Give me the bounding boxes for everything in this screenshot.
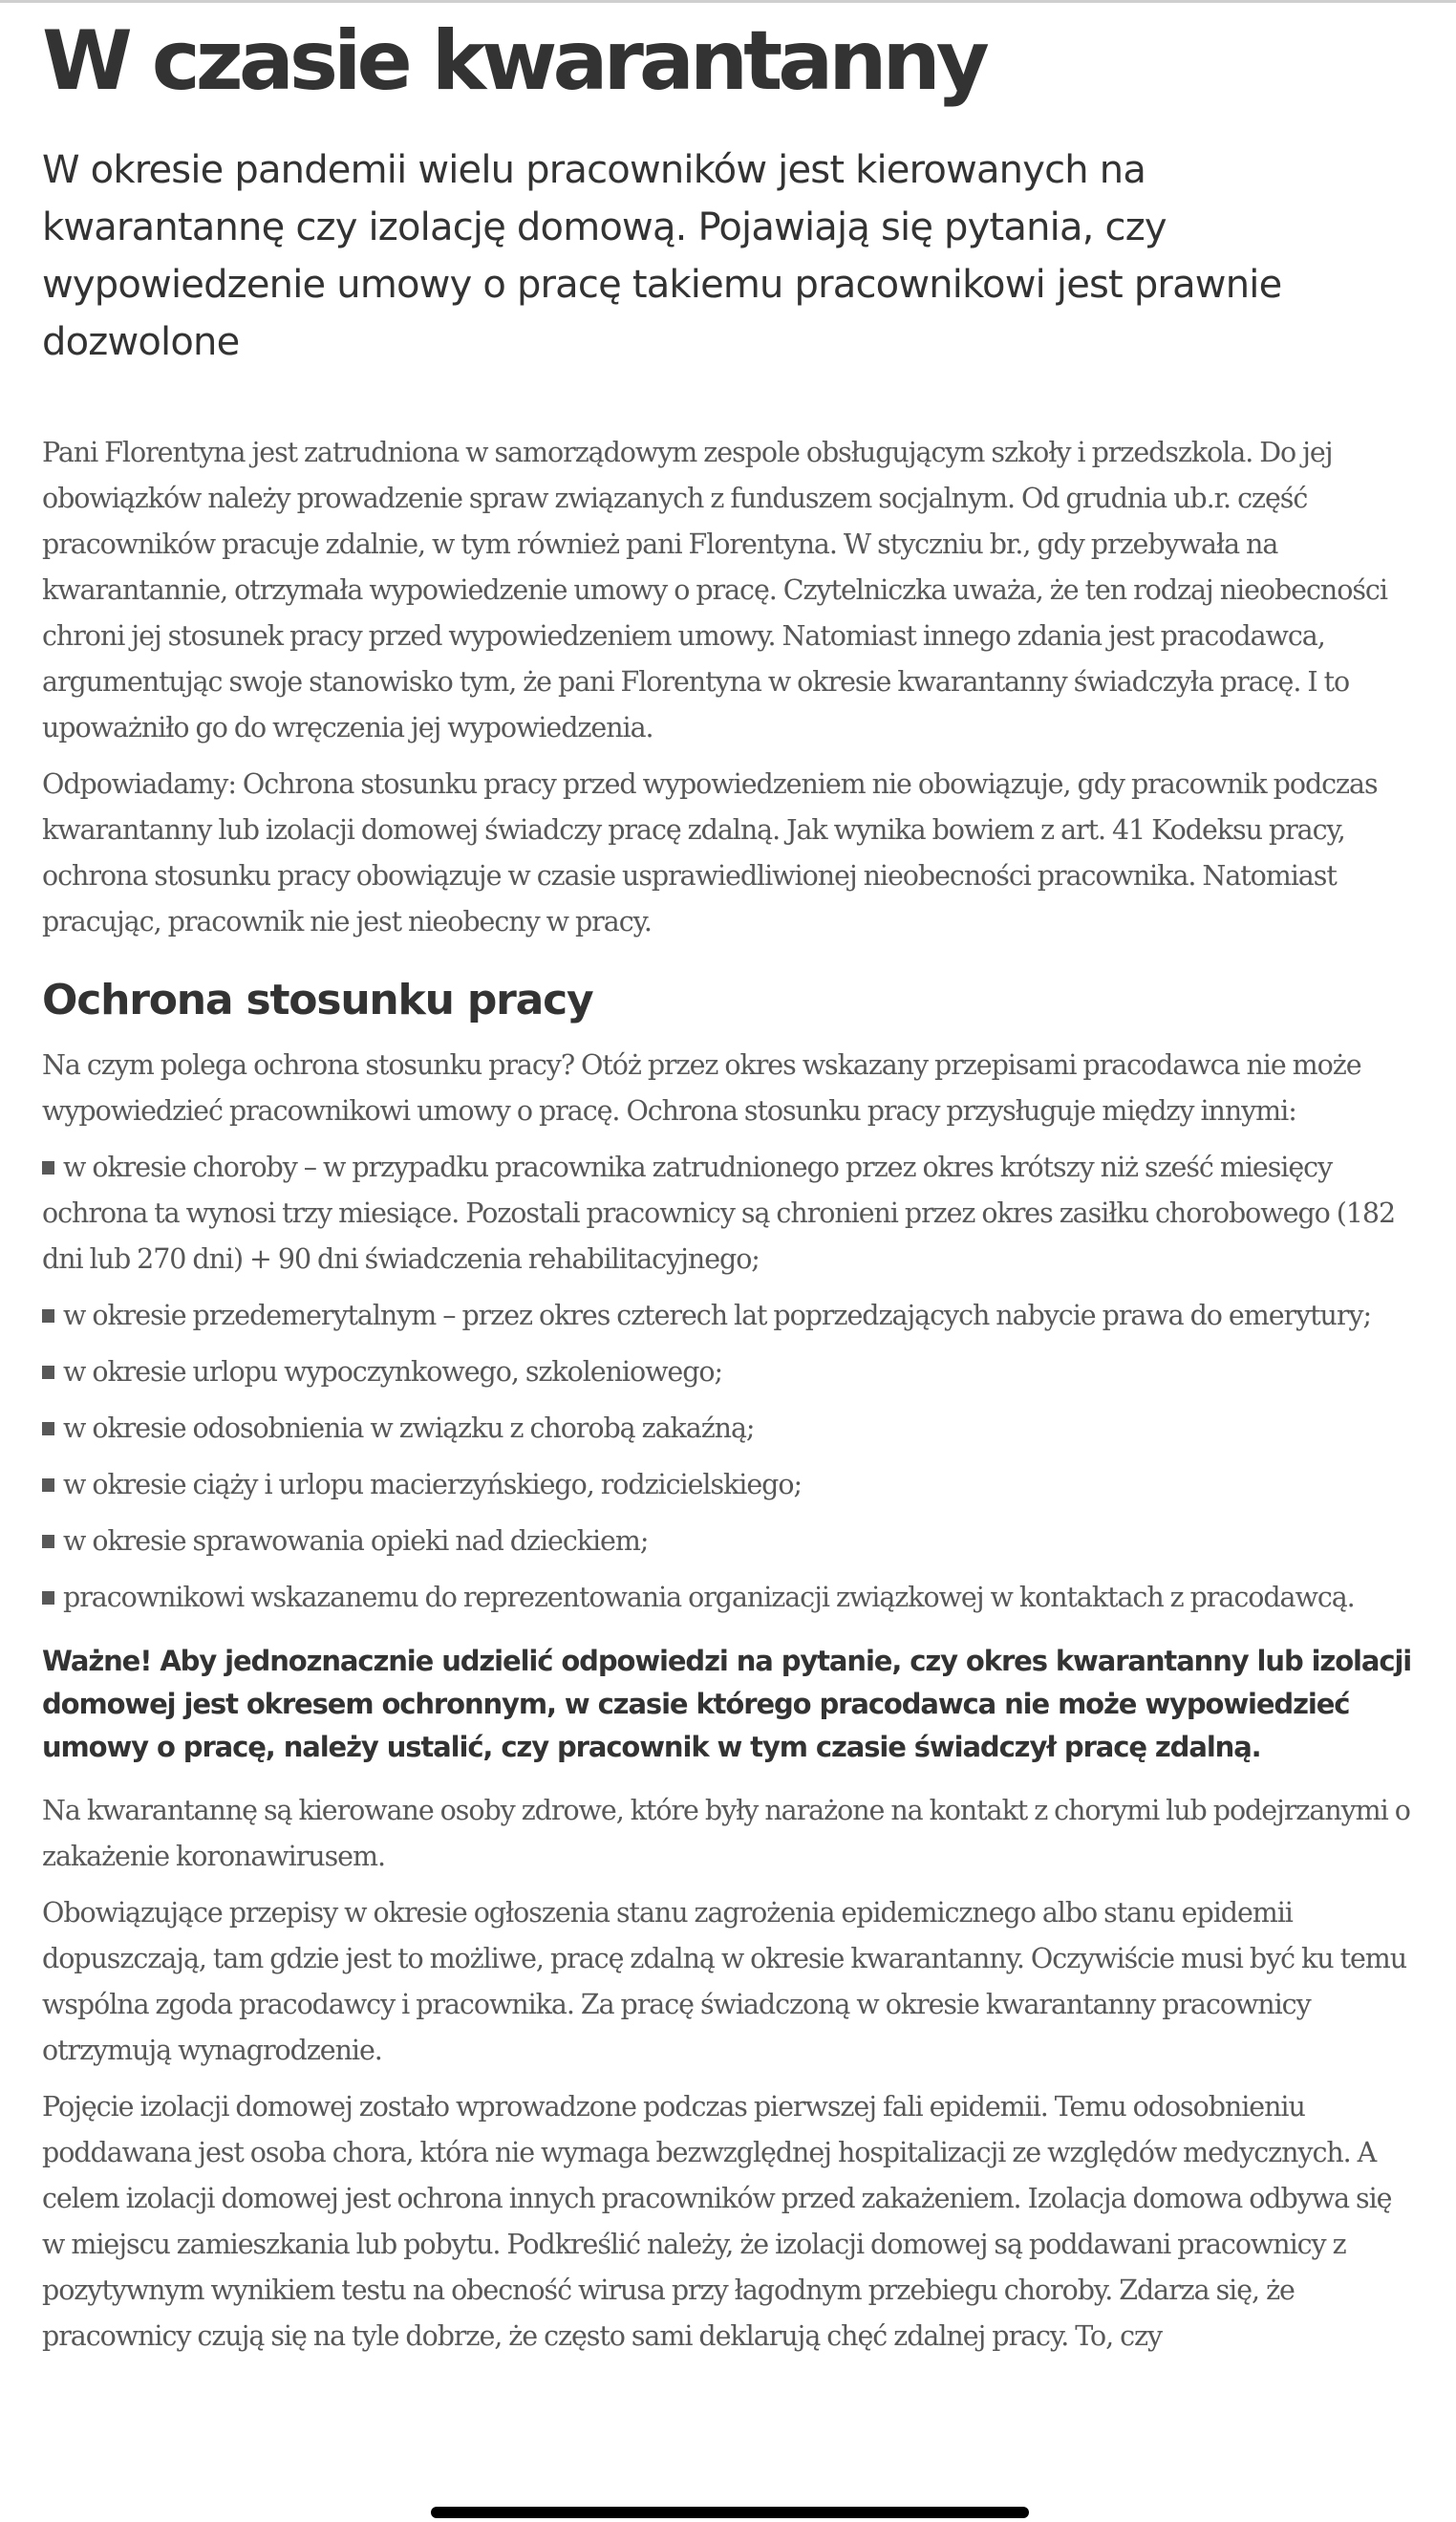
list-item-text: w okresie odosobnienia w związku z chorobą zakaźną;	[63, 1412, 755, 1444]
list-item	[42, 1406, 1418, 1452]
important-note: Ważne! Aby jednoznacznie udzielić odpowiedzi na pytanie, czy okres kwarantanny lub izolacji domowej jest okresem ochronnym, w czasie którego pracodawca nie może wypowiedzieć umowy o pracę, należy ustalić, czy pracownik w tym czasie świadczył pracę zdalną.	[42, 1645, 1412, 1763]
protection-list	[42, 1145, 1418, 1621]
list-item	[42, 1519, 1418, 1564]
article-title: W czasie kwarantanny	[42, 13, 985, 109]
paragraph-quarantine: Na kwarantannę są kierowane osoby zdrowe, które były narażone na kontakt z chorymi lub podejrzanymi o zakażenie koronawirusem.	[42, 1795, 1410, 1872]
list-item-text: w okresie ciąży i urlopu macierzyńskiego, rodzicielskiego;	[63, 1469, 803, 1500]
square-bullet-icon	[42, 1535, 54, 1548]
square-bullet-icon	[42, 1309, 54, 1323]
list-item	[42, 1145, 1418, 1283]
list-item-text: w okresie sprawowania opieki nad dzieckiem;	[63, 1525, 649, 1557]
square-bullet-icon	[42, 1478, 54, 1492]
section-intro: Na czym polega ochrona stosunku pracy? Otóż przez okres wskazany przepisami pracodawca nie może wypowiedzieć pracownikowi umowy o pracę. Ochrona stosunku pracy przysługuje między innymi:	[42, 1049, 1361, 1127]
square-bullet-icon	[42, 1591, 54, 1605]
list-item	[42, 1293, 1418, 1339]
list-item-text: w okresie urlopu wypoczynkowego, szkoleniowego;	[63, 1356, 723, 1388]
paragraph-intro-1: Pani Florentyna jest zatrudniona w samorządowym zespole obsługującym szkoły i przedszkola. Do jej obowiązków należy prowadzenie spraw związanych z funduszem socjalnym. Od grudnia ub.r. część pracowników pracuje zdalnie, w tym również pani Florentyna. W styczniu br., gdy przebywała na kwarantannie, otrzymała wypowiedzenie umowy o pracę. Czytelniczka uważa, że ten rodzaj nieobecności chroni jej stosunek pracy przed wypowiedzeniem umowy. Natomiast innego zdania jest pracodawca, argumentując swoje stanowisko tym, że pani Florentyna w okresie kwarantanny świadczyła pracę. I to upoważniło go do wręczenia jej wypowiedzenia.	[42, 437, 1387, 744]
section-heading: Ochrona stosunku pracy	[42, 976, 593, 1024]
paragraph-regulations: Obowiązujące przepisy w okresie ogłoszenia stanu zagrożenia epidemicznego albo stanu epidemii dopuszczają, tam gdzie jest to możliwe, pracę zdalną w okresie kwarantanny. Oczywiście musi być ku temu wspólna zgoda pracodawcy i pracownika. Za pracę świadczoną w okresie kwarantanny pracownicy otrzymują wynagrodzenie.	[42, 1897, 1407, 2066]
paragraph-answer: Odpowiadamy: Ochrona stosunku pracy przed wypowiedzeniem nie obowiązuje, gdy pracownik podczas kwarantanny lub izolacji domowej świadczy pracę zdalną. Jak wynika bowiem z art. 41 Kodeksu pracy, ochrona stosunku pracy obowiązuje w czasie usprawiedliwionej nieobecności pracownika. Natomiast pracując, pracownik nie jest nieobecny w pracy.	[42, 768, 1378, 938]
list-item-text: pracownikowi wskazanemu do reprezentowania organizacji związkowej w kontaktach z pracodawcą.	[63, 1582, 1355, 1613]
list-item	[42, 1349, 1418, 1395]
list-item-text: w okresie przedemerytalnym – przez okres czterech lat poprzedzających nabycie prawa do emerytury;	[63, 1300, 1372, 1331]
article	[42, 0, 1418, 2370]
article-lead: W okresie pandemii wielu pracowników jest kierowanych na kwarantannę czy izolację domową. Pojawiają się pytania, czy wypowiedzenie umowy o pracę takiemu pracownikowi jest prawnie dozwolone	[42, 148, 1282, 364]
list-item	[42, 1575, 1418, 1621]
home-indicator-bar[interactable]	[431, 2507, 1029, 2518]
square-bullet-icon	[42, 1422, 54, 1435]
paragraph-isolation: Pojęcie izolacji domowej zostało wprowadzone podczas pierwszej fali epidemii. Temu odosobnieniu poddawana jest osoba chora, która nie wymaga bezwzględnej hospitalizacji ze względów medycznych. A celem izolacji domowej jest ochrona innych pracowników przed zakażeniem. Izolacja domowa odbywa się w miejscu zamieszkania lub pobytu. Podkreślić należy, że izolacji domowej są poddawani pracownicy z pozytywnym wynikiem testu na obecność wirusa przy łagodnym przebiegu choroby. Zdarza się, że pracownicy czują się na tyle dobrze, że często sami deklarują chęć zdalnej pracy. To, czy	[42, 2091, 1392, 2352]
square-bullet-icon	[42, 1366, 54, 1379]
list-item-text: w okresie choroby – w przypadku pracownika zatrudnionego przez okres krótszy niż sześć miesięcy ochrona ta wynosi trzy miesiące. Pozostali pracownicy są chronieni przez okres zasiłku chorobowego (182 dni lub 270 dni) + 90 dni świadczenia rehabilitacyjnego;	[42, 1152, 1396, 1275]
list-item	[42, 1462, 1418, 1508]
square-bullet-icon	[42, 1161, 54, 1175]
